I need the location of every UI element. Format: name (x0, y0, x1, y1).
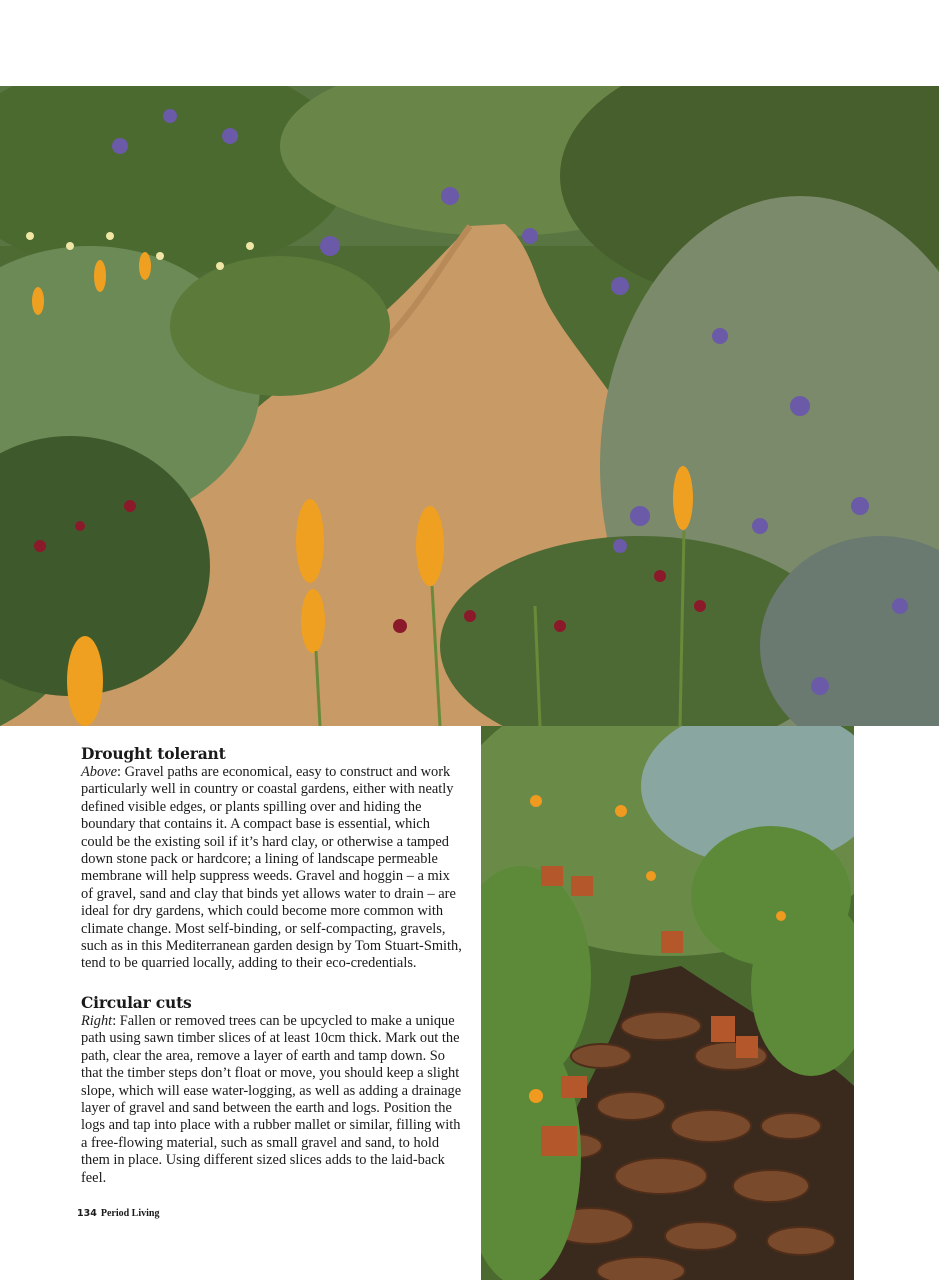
page-folio (77, 1208, 159, 1219)
caption-lead-right: Right (81, 1012, 113, 1029)
page-number: 134 (77, 1208, 97, 1219)
caption-lead-above: Above (81, 764, 117, 780)
magazine-name: Period Living (100, 1208, 160, 1219)
article-text-column (81, 744, 465, 1207)
body-text-drought-tolerant: : Gravel paths are economical, easy to construct and work particularly well in country or coastal gardens, either with neatly defined visible edges, or plants spilling over and hiding the boundary that contains it. A compact base is essential, which could be the existing soil if it’s hard clay, or otherwise a tamped down stone pack or hardcore; a lining of landscape permeable membrane will help suppress weeds. Gravel and hoggin – a mix of gravel, sand and clay that binds yet allows water to drain – are ideal for dry gardens, which could become more common with climate change. Most self-binding, or self-compacting, gravels, such as in this Mediterranean garden design by Tom Stuart-Smith, tend to be quarried locally, adding to their eco-credentials. (81, 764, 462, 972)
gravel-path-illustration (0, 86, 939, 726)
section-body-drought-tolerant (81, 764, 465, 973)
gravel-path-garden-photo (0, 86, 939, 726)
timber-slice-path-photo (481, 726, 854, 1280)
timber-path-illustration (481, 726, 854, 1280)
section-body-circular-cuts (81, 1013, 465, 1187)
section-title-circular-cuts: Circular cuts (81, 992, 192, 1012)
body-text-circular-cuts: : Fallen or removed trees can be upcycled to make a unique path using sawn timber slices of at least 10cm thick. Mark out the path, clear the area, remove a layer of earth and tamp down. So that the timber steps don’t float or move, you should keep a slight slope, which will ease water-logging, as well as adding a drainage layer of gravel and sand between the earth and logs. Position the logs and tap into place with a rubber mallet or similar, filling with a free-flowing material, such as small gravel and sand, to hold them in place. Using different sized slices adds to the laid-back feel. (81, 1012, 462, 1186)
section-title-drought-tolerant: Drought tolerant (81, 744, 226, 763)
